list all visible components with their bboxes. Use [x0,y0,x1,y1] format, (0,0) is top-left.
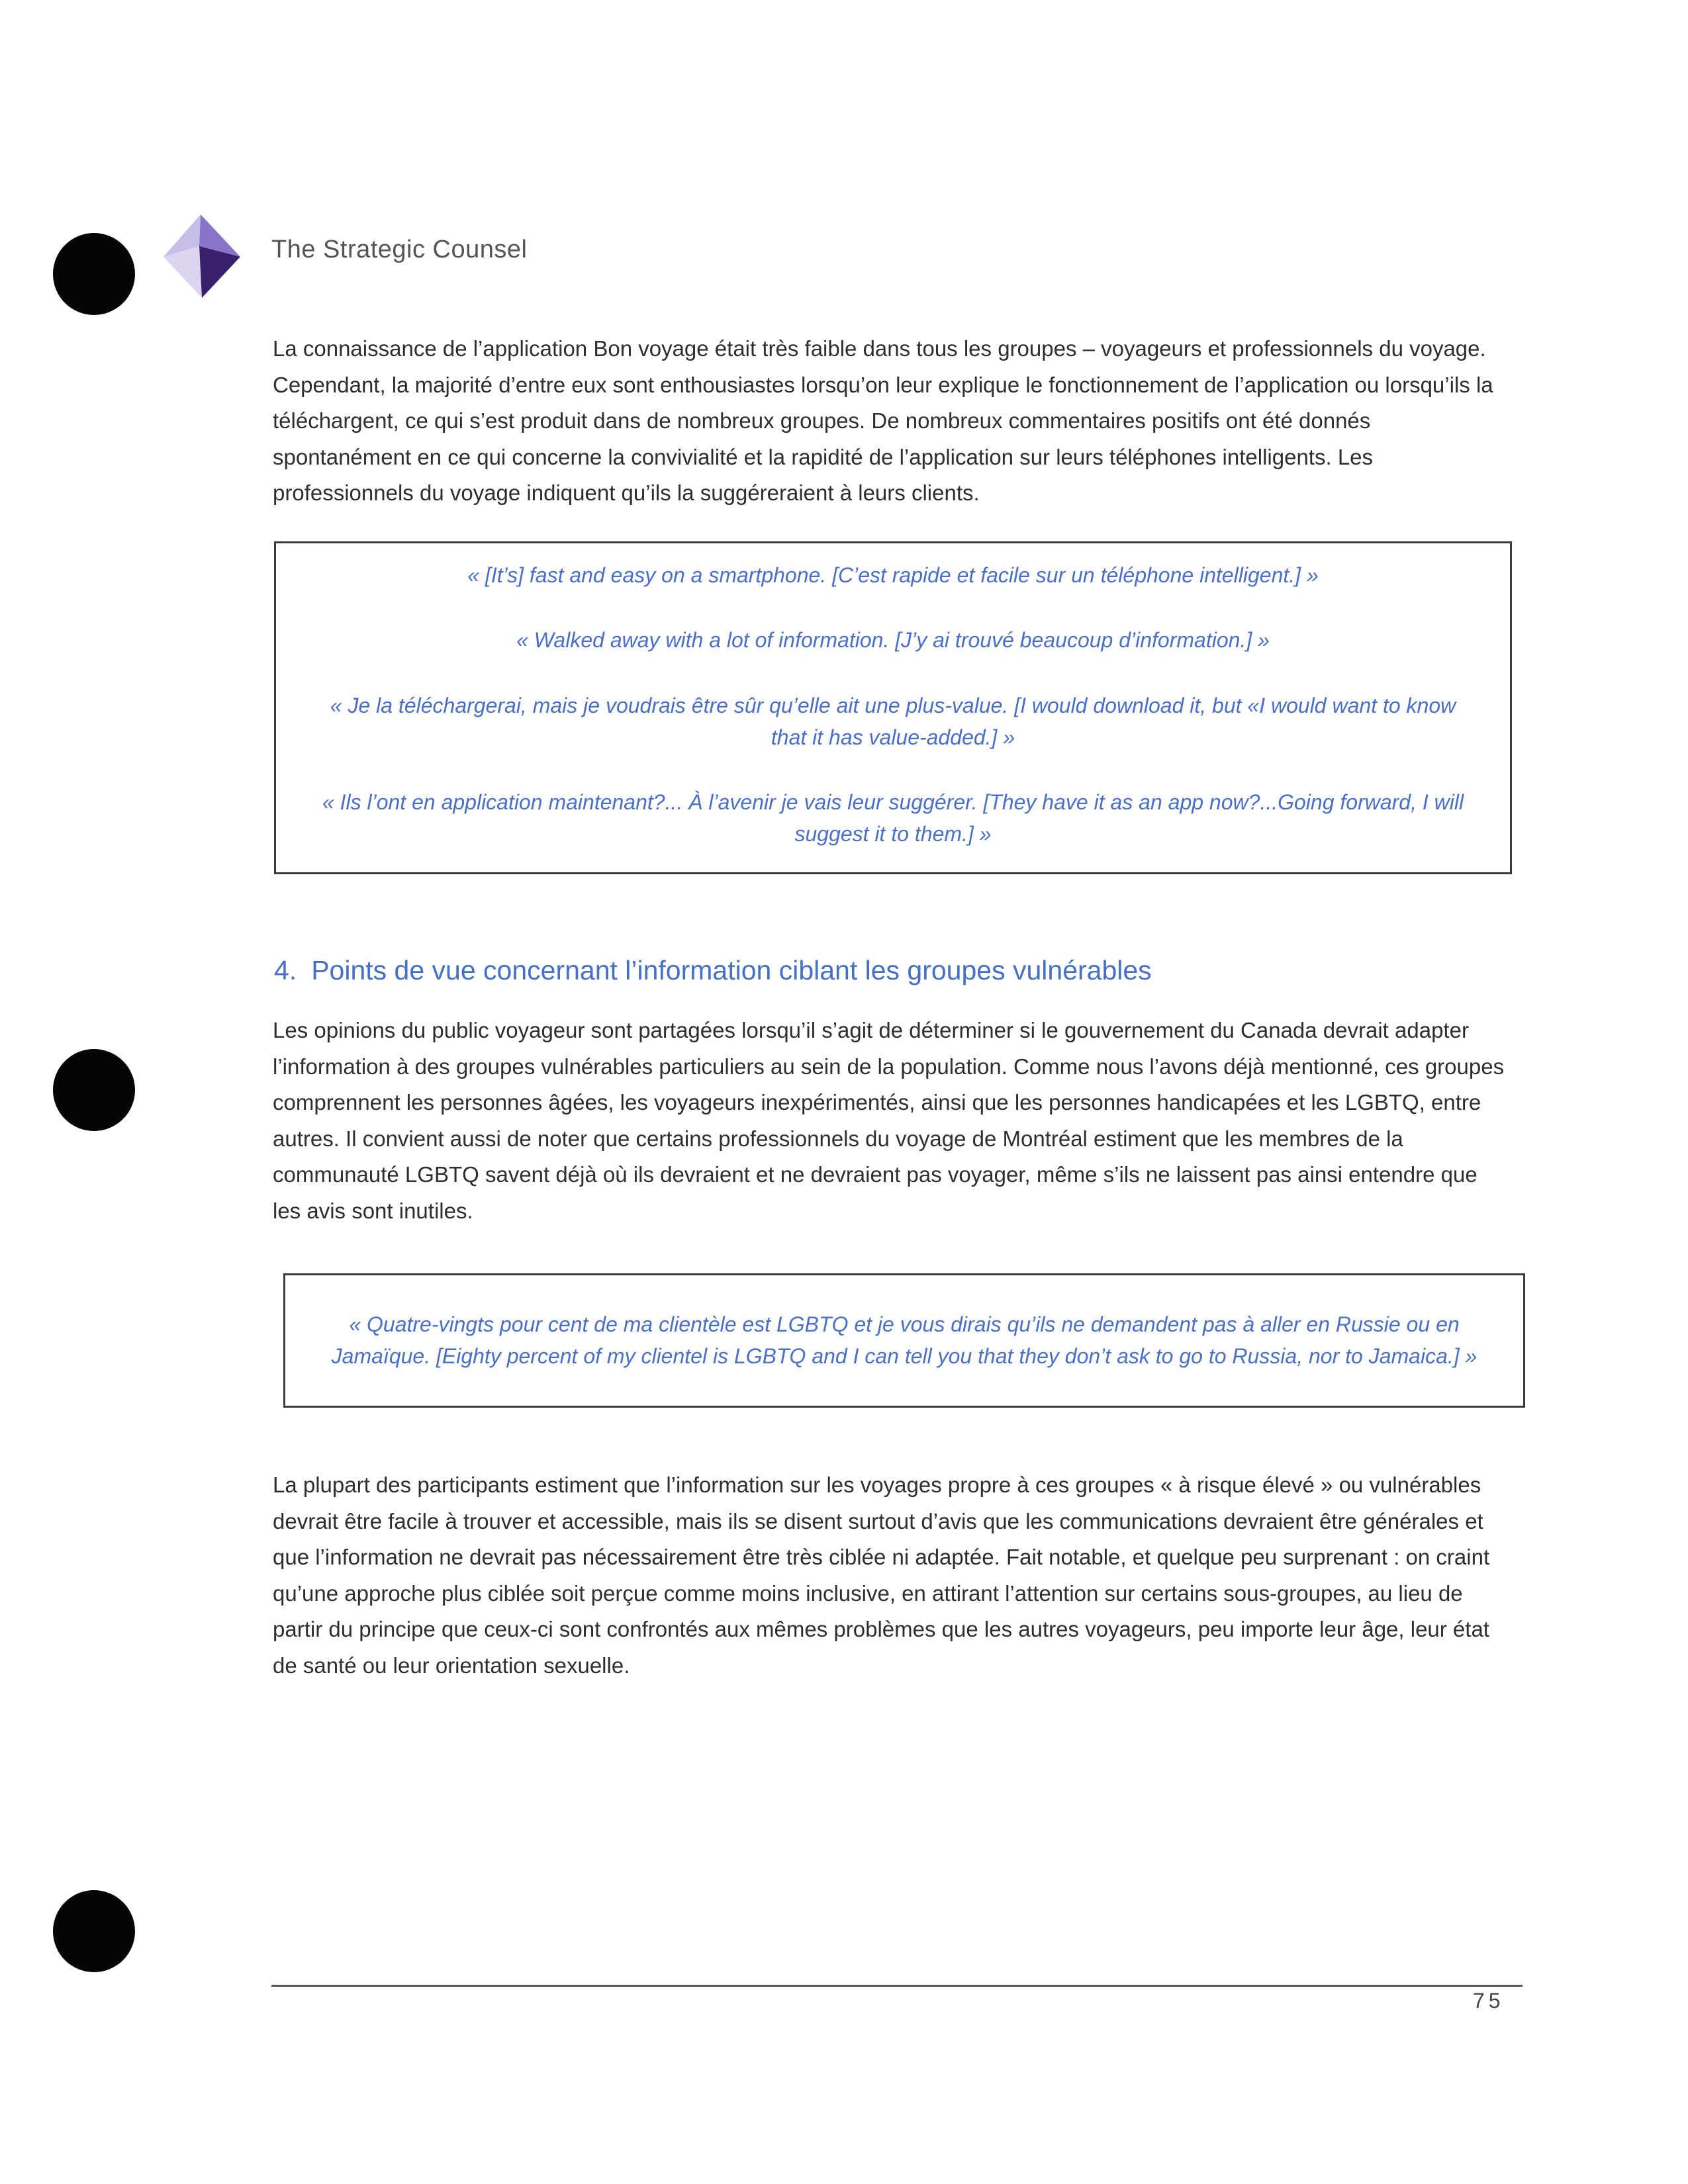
quote-box [274,541,1512,874]
quote: « Quatre-vingts pour cent de ma clientèle est LGBTQ et je vous dirais qu’ils ne demandent pas à aller en Russie ou en Jamaïque. [Eighty percent of my clientel is LGBTQ and I can tell you that they don’t ask to go to Russia, nor to Jamaica.] » [331,1312,1477,1368]
punch-hole [53,233,135,315]
section-number: 4. [274,955,297,985]
quote: « Je la téléchargerai, mais je voudrais être sûr qu’elle ait une plus-value. [I would download it, but «I would want to know that it has value-added.] » [330,693,1456,749]
brand-name: The Strategic Counsel [271,236,528,263]
section-title: Points de vue concernant l’information ciblant les groupes vulnérables [311,955,1152,985]
punch-hole [53,1890,135,1972]
section-heading [274,955,1152,986]
quote-box [283,1273,1525,1408]
quote: « Ils l’ont en application maintenant?... À l’avenir je vais leur suggérer. [They have it as an app now?...Going forward, I will suggest it to them.] » [322,790,1464,846]
punch-hole [53,1049,135,1131]
body-paragraph: La connaissance de l’application Bon voyage était très faible dans tous les groupes – voyageurs et professionnels du voyage. Cependant, la majorité d’entre eux sont enthousiastes lorsqu’on leur explique le fonctionnement de l’application ou lorsqu’ils la téléchargent, ce qui s’est produit dans de nombreux groupes. De nombreux commentaires positifs ont été donnés spontanément en ce qui concerne la convivialité et la rapidité de l’application sur leurs téléphones intelligents. Les professionnels du voyage indiquent qu’ils la suggéreraient à leurs clients. [273,336,1493,505]
body-paragraph: Les opinions du public voyageur sont partagées lorsqu’il s’agit de déterminer si le gouvernement du Canada devrait adapter l’information à des groupes vulnérables particuliers au sein de la population. Comme nous l’avons déjà mentionné, ces groupes comprennent les personnes âgées, les voyageurs inexpérimentés, ainsi que les personnes handicapées et les LGBTQ, entre autres. Il convient aussi de noter que certains professionnels du voyage de Montréal estiment que les membres de la communauté LGBTQ savent déjà où ils devraient et ne devraient pas voyager, même s’ils ne laissent pas ainsi entendre que les avis sont inutiles. [273,1018,1505,1223]
page-number: 75 [1473,1989,1505,2013]
strategic-counsel-logo-icon [162,212,255,304]
quote: « Walked away with a lot of information. [J’y ai trouvé beaucoup d’information.] » [516,628,1270,653]
body-paragraph: La plupart des participants estiment que l’information sur les voyages propre à ces groupes « à risque élevé » ou vulnérables devrait être facile à trouver et accessible, mais ils se disent surtout d’avis que les communications devraient être générales et que l’information ne devrait pas nécessairement être très ciblée ni adaptée. Fait notable, et quelque peu surprenant : on craint qu’une approche plus ciblée soit perçue comme moins inclusive, en attirant l’attention sur certains sous-groupes, au lieu de partir du principe que ceux-ci sont confrontés aux mêmes problèmes que les autres voyageurs, peu importe leur âge, leur état de santé ou leur orientation sexuelle. [273,1473,1490,1678]
footer-divider [271,1985,1523,1987]
quote: « [It’s] fast and easy on a smartphone. [C’est rapide et facile sur un téléphone intelligent.] » [467,563,1319,587]
